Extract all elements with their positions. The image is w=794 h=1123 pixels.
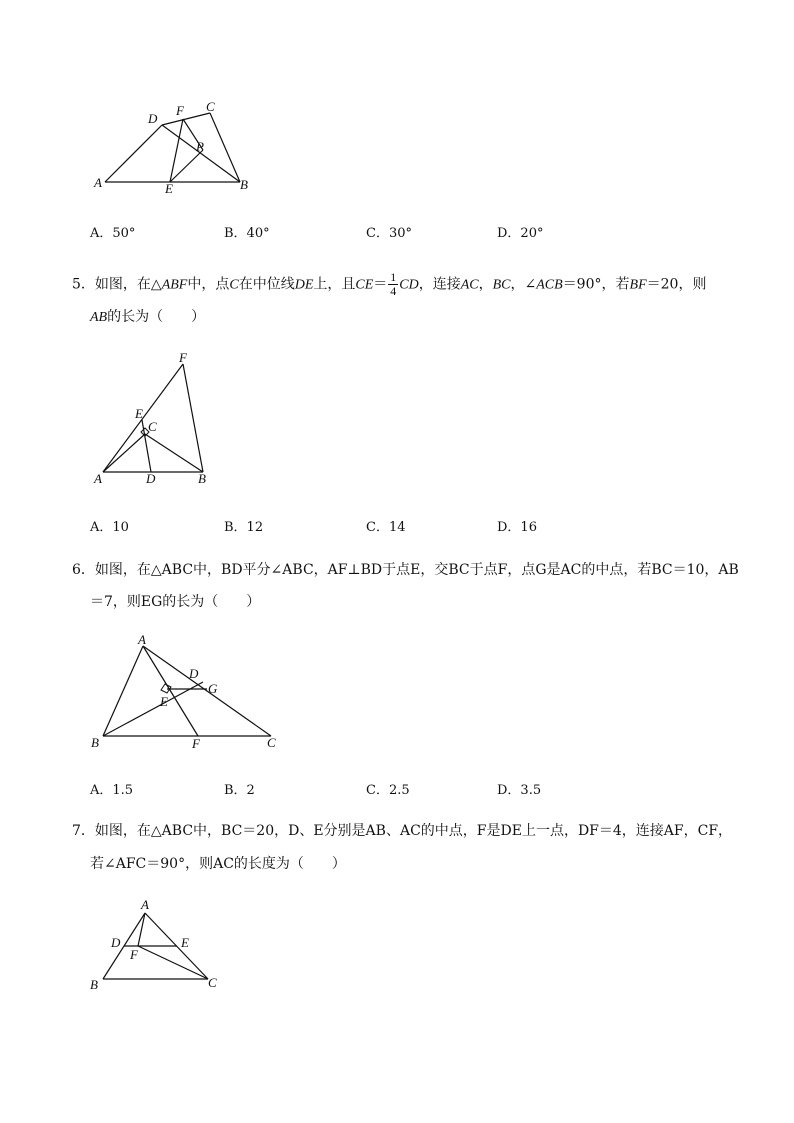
q5-option-b[interactable]: B．12 <box>224 520 264 535</box>
q7-label-F: F <box>130 947 138 962</box>
q5-label-A: A <box>94 471 102 486</box>
q7-label-E: E <box>181 935 189 950</box>
q5-label-E: E <box>135 406 143 421</box>
q4-option-c[interactable]: C．30° <box>366 226 412 241</box>
q5-label-C: C <box>148 419 157 434</box>
q7-stem-line2: 若∠AFC＝90°，则AC的长度为（ ） <box>90 856 346 872</box>
q4-label-C: C <box>206 99 215 114</box>
q7-label-D: D <box>111 935 121 950</box>
q7-figure <box>85 895 235 995</box>
q6-option-b[interactable]: B．2 <box>224 783 255 798</box>
q5-option-c[interactable]: C．14 <box>366 520 406 535</box>
q6-option-c[interactable]: C．2.5 <box>366 783 410 798</box>
q5-option-d[interactable]: D．16 <box>497 520 537 535</box>
q6-label-A: A <box>138 632 146 647</box>
q6-label-C: C <box>267 735 276 750</box>
q4-label-D: D <box>148 111 158 126</box>
q5-label-F: F <box>179 350 187 365</box>
q6-label-F: F <box>192 736 200 751</box>
q6-label-G: G <box>208 681 218 696</box>
q7-label-B: B <box>90 977 98 992</box>
q4-option-a[interactable]: A．50° <box>90 226 136 241</box>
q6-label-D: D <box>189 666 199 681</box>
q6-stem-line2: ＝7，则EG的长为（ ） <box>90 594 261 610</box>
q6-stem-line1: 6．如图，在△ABC中，BD平分∠ABC，AF⊥BD于点E，交BC于点F，点G是AC的中点，若BC＝10，AB <box>72 562 739 578</box>
q4-label-A: A <box>94 175 102 190</box>
q5-stem-line1: 5．如图，在△ABF中，点C在中位线DE上，且CE＝ $\frac{1}{4}$ CD，连接AC，BC，∠ACB＝90°，若BF＝20，则 <box>72 270 707 298</box>
q7-label-C: C <box>208 975 217 990</box>
q4-option-d[interactable]: D．20° <box>497 226 544 241</box>
q4-label-E: E <box>165 181 173 196</box>
q6-option-a[interactable]: A．1.5 <box>90 783 134 798</box>
q4-option-b[interactable]: B．40° <box>224 226 270 241</box>
q5-figure <box>85 350 225 490</box>
q5-label-D: D <box>146 471 156 486</box>
q7-label-A: A <box>141 897 149 912</box>
q7-stem-line1: 7．如图，在△ABC中，BC＝20，D、E分别是AB、AC的中点，F是DE上一点，DF＝4，连接AF，CF， <box>72 823 733 839</box>
q5-option-a[interactable]: A．10 <box>90 520 129 535</box>
q4-label-B: B <box>240 177 248 192</box>
q6-label-E: E <box>160 694 168 709</box>
q5-fraction: $\frac{1}{4}$ <box>390 270 397 298</box>
q4-label-F: F <box>176 103 184 118</box>
q6-label-B: B <box>91 735 99 750</box>
q4-figure <box>80 95 280 205</box>
q5-label-B: B <box>198 471 206 486</box>
q6-option-d[interactable]: D．3.5 <box>497 783 542 798</box>
q4-label-P: P <box>196 139 204 154</box>
q6-figure <box>85 630 295 760</box>
q5-stem-line2: AB的长为（ ） <box>90 309 206 325</box>
